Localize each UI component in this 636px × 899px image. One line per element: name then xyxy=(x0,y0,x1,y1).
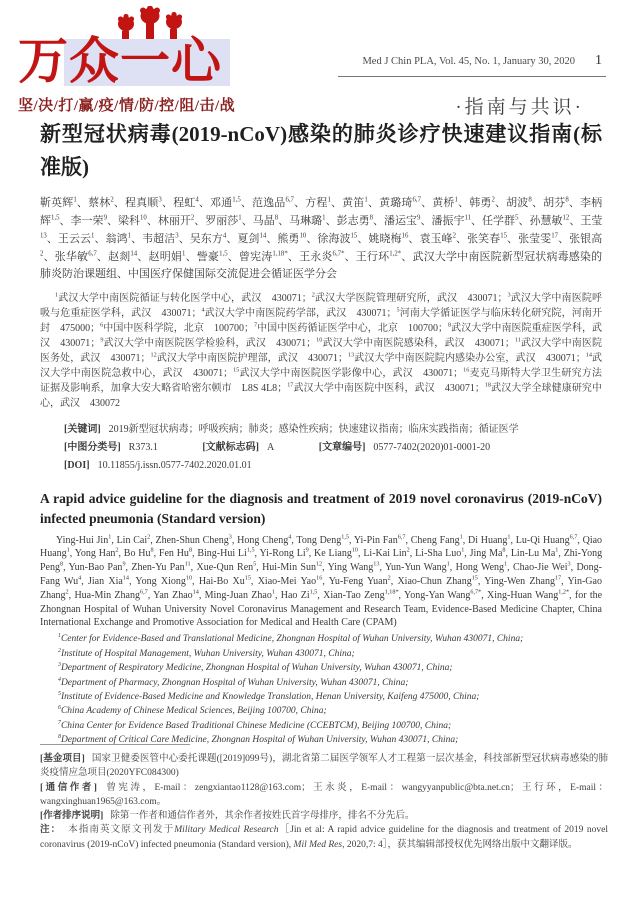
affiliation-line: $^2$Institute of Hospital Management, Wuhan University, Wuhan 430071, China; xyxy=(58,647,355,659)
clc-value: R373.1 xyxy=(128,442,158,454)
translation-note xyxy=(40,823,608,852)
author-list-en: Ying-Hui Jin$^1$, Lin Cai$^2$, Zhen-Shun Cheng$^3$, Hong Cheng$^4$, Tong Deng$^{1,5}$, Yi-Pin Fan$^{6,7}$, Cheng Fang$^1$, Di Huang$^1$, Lu-Qi Huang$^{6,7}$, Qiao Huang$^1$, Yong Han$^2$, Bo Hu$^8$, Fen Hu$^8$, Bing-Hui Li$^{1,5}$, Yi-Rong Li$^9$, Ke Liang$^{10}$, Li-Kai Lin$^2$, Li-Sha Luo$^1$, Jing Ma$^8$, Lin-Lu Ma$^1$, Zhi-Yong Peng$^8$, Yun-Bao Pan$^9$, Zhen-Yu Pan$^{11}$, Xue-Qun Ren$^5$, Hui-Min Sun$^{12}$, Ying Wang$^{13}$, Yun-Yun Wang$^1$, Hong Weng$^1$, Chao-Jie Wei$^3$, Dong-Fang Wu$^4$, Jian Xia$^{14}$, Yong Xiong$^{10}$, Hai-Bo Xu$^{15}$, Xiao-Mei Yao$^{16}$, Yu-Feng Yuan$^2$, Xiao-Chun Zhang$^{15}$, Ying-Wen Zhang$^{17}$, Yin-Gao Zhang$^2$, Hua-Min Zhang$^{6,7}$, Yan Zhao$^{14}$, Ming-Juan Zhao$^1$, Hao Zi$^{1,5}$, Xian-Tao Zeng$^{1,18*}$, Yong-Yan Wang$^{6,7*}$, Xing-Huan Wang$^{1,2*}$, for the Zhongnan Hospital of Wuhan University Novel Coronavirus Management and Research Team, Evidence-Based Medicine Chapter, China International Exchange and Promotive Association for Medical and Health Care (CPAM) xyxy=(40,533,603,629)
corresponding-text: 曾宪涛，E-mail：zengxiantao1128@163.com；王永炎，E-mail：wangyyanpublic@bta.net.cn；王行环，E-mail：wangxinghuan1965@163.com。 xyxy=(40,782,608,807)
article-meta xyxy=(64,421,602,475)
logo-slogan: 坚/决/打/赢/疫/情/防/控/阻/击/战 xyxy=(18,98,236,114)
doi-label: [DOI] xyxy=(64,460,90,472)
clc-label: [中图分类号] xyxy=(64,442,121,454)
column-type-label: ·指南与共识· xyxy=(455,97,584,118)
translation-note-text1: 本指南英文原文刊发于 xyxy=(68,825,175,836)
classification-row xyxy=(64,439,602,457)
affiliation-line: $^4$Department of Pharmacy, Zhongnan Hospital of Wuhan University, Wuhan 430071, China; xyxy=(58,676,409,688)
translation-note-text3: , 2020,7: 4］，获其编辑部授权优先网络出版中文翻译版。 xyxy=(342,839,578,850)
keywords-value: 2019新型冠状病毒；呼吸疾病；肺炎；感染性疾病；快速建议指南；临床实践指南；循证医学 xyxy=(108,424,519,436)
affiliation-line: $^3$Department of Respiratory Medicine, Zhongnan Hospital of Wuhan University, Wuhan 430071, China; xyxy=(58,661,453,674)
translation-note-text2: ［Jin et al: A rapid advice guideline for the diagnosis and treatment of 2019 novel coronavirus (2019-nCoV) infected pneumonia (Standard version), xyxy=(40,825,608,850)
page-number: 1 xyxy=(595,53,602,68)
article-title-zh: 新型冠状病毒(2019-nCoV)感染的肺炎诊疗快速建议指南(标准版) xyxy=(40,122,602,179)
funding-text: 国家卫健委医管中心委托课题([2019]099号)，湖北省第二届医学领军人才工程第一层次基金，科技部新型冠状病毒感染的肺炎疫情应急项目(2020YFC084300) xyxy=(40,754,609,779)
affiliation-line: $^6$China Academy of Chinese Medical Sciences, Beijing 100700, China; xyxy=(58,705,327,717)
affiliation-list-zh: $^1$武汉大学中南医院循证与转化医学中心，武汉 430071；$^2$武汉大学医院管理研究所，武汉 430071；$^3$武汉大学中南医院呼吸与危重症医学科，武汉 430071；$^4$武汉大学中南医院药学部，武汉 430071；$^5$河南大学循证医学与临床转化研究院，河南开封 475000；$^6$中国中医科学院，北京 100700；$^7$中国中医药循证医学中心，北京 100700；$^8$武汉大学中南医院重症医学科，武汉 430071；$^9$武汉大学中南医院医学检验科，武汉 430071；$^{10}$武汉大学中南医院感染科，武汉 430071；$^{11}$武汉大学中南医院医务处，武汉 430071；$^{12}$武汉大学中南医院护理部，武汉 430071；$^{13}$武汉大学中南医院院内感染办公室，武汉 430071；$^{14}$武汉大学中南医院急救中心，武汉 430071；$^{15}$武汉大学中南医院医学影像中心，武汉 430071；$^{16}$麦克马斯特大学卫生研究方法证据及影响系，加拿大安大略省哈密尔顿市 L8S 4L8；$^{17}$武汉大学中南医院中医科，武汉 430071；$^{18}$武汉大学全球健康研究中心，武汉 430072 xyxy=(40,291,603,410)
author-order-label: [作者排序说明] xyxy=(40,811,104,821)
article-no-label: [文章编号] xyxy=(318,442,366,454)
doc-code-label: [文献标志码] xyxy=(202,442,260,454)
funding-note xyxy=(40,752,608,781)
footnote-section xyxy=(40,744,608,852)
article-head xyxy=(40,118,602,748)
affiliation-line: $^5$Institute of Evidence-Based Medicine and Knowledge Translation, Henan University, Kaifeng 475000, China; xyxy=(58,690,480,702)
doi-row xyxy=(64,457,602,475)
author-order-text: 除第一作者和通信作者外，其余作者按姓氏首字母排序，排名不分先后。 xyxy=(110,811,415,821)
journal-name-italic: Military Medical Research xyxy=(174,825,279,836)
campaign-logo xyxy=(18,6,268,115)
funding-label: [基金项目] xyxy=(40,754,85,764)
corresponding-note xyxy=(40,781,608,810)
author-list-zh: 靳英辉$^1$、蔡林$^2$、程真顺$^3$、程虹$^4$、邓通$^{1,5}$、范逸品$^{6,7}$、方程$^1$、黄笛$^1$、黄璐琦$^{6,7}$、黄桥$^1$、韩勇$^2$、胡波$^8$、胡芬$^8$、李柄辉$^{1,5}$、李一荣$^9$、梁科$^{10}$、林丽开$^2$、罗丽莎$^1$、马晶$^8$、马琳璐$^1$、彭志勇$^8$、潘运宝$^9$、潘振宇$^{11}$、任学群$^5$、孙慧敏$^{12}$、王莹$^{13}$、王云云$^1$、翁鸿$^1$、韦超洁$^3$、吴东方$^4$、夏剑$^{14}$、熊勇$^{10}$、徐海波$^{15}$、姚晓梅$^{16}$、袁玉峰$^2$、张笑春$^{15}$、张莹雯$^{17}$、张银高$^2$、张华敏$^{6,7}$、赵剡$^{14}$、赵明娟$^1$、訾豪$^{1,5}$、曾宪涛$^{1,18*}$、王永炎$^{6,7*}$、王行环$^{1,2*}$、武汉大学中南医院新型冠状病毒感染的肺炎防治课题组、中国医疗保健国际交流促进会循证医学分会 xyxy=(40,196,603,281)
translation-note-label: 注： xyxy=(40,825,62,836)
footnote-rule xyxy=(40,744,190,745)
article-title-en: A rapid advice guideline for the diagnosis and treatment of 2019 novel coronavirus (2019-nCoV) infected pneumonia (Standard version) xyxy=(40,491,602,527)
logo-title-row xyxy=(18,32,268,90)
affiliation-line: $^1$Center for Evidence-Based and Translational Medicine, Zhongnan Hospital of Wuhan University, Wuhan 430071, China; xyxy=(58,633,524,645)
logo-title: 万众一心 xyxy=(18,33,222,89)
affiliation-list-en xyxy=(58,632,602,748)
journal-citation: Med J Chin PLA, Vol. 45, No. 1, January 30, 2020 xyxy=(362,56,575,67)
header-rule xyxy=(338,76,606,77)
article-no-value: 0577-7402(2020)01-0001-20 xyxy=(373,442,491,454)
corresponding-label: [通信作者] xyxy=(40,782,97,793)
journal-masthead xyxy=(362,53,602,69)
doi-value: 10.11855/j.issn.0577-7402.2020.01.01 xyxy=(97,460,252,472)
affiliation-line: $^7$China Center for Evidence Based Traditional Chinese Medicine (CCEBTCM), Beijing 100700, China; xyxy=(58,719,452,731)
affiliation-line: $^8$Department of Critical Care Medicine, Zhongnan Hospital of Wuhan University, Wuhan 430071, China; xyxy=(58,734,459,746)
keywords-label: [关键词] xyxy=(64,424,101,436)
doc-code-value: A xyxy=(267,442,275,454)
keywords-row xyxy=(64,421,602,439)
journal-abbrev-italic: Mil Med Res xyxy=(293,839,343,850)
author-order-note xyxy=(40,809,608,823)
